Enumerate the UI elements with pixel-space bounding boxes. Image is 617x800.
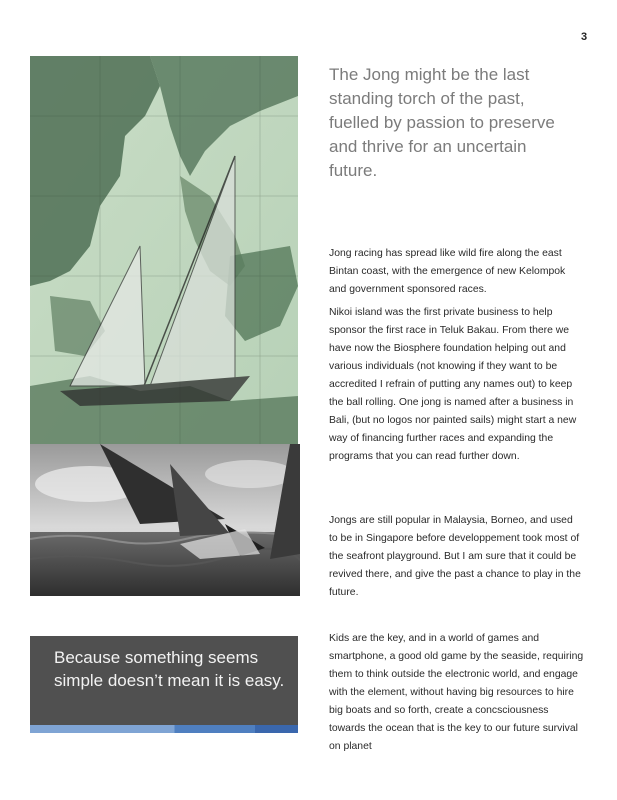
jong-sailboat-photo bbox=[30, 444, 300, 596]
page-number: 3 bbox=[581, 31, 588, 43]
paragraph-kids: Kids are the key, and in a world of games and smartphone, a good old game by the seaside, requiring them to think outside the electronic world, and engage with the element, without having big resources to hire big boats and so forth, create a concsciousness towards the ocean that is the key to our future survival on planet bbox=[329, 633, 584, 752]
paragraph-jong-racing: Jong racing has spread like wild fire along the east Bintan coast, with the emergence of new Kelompok and government sponsored races. bbox=[329, 248, 566, 295]
map-with-sailboat-image bbox=[30, 56, 298, 444]
pull-quote: The Jong might be the last standing torch of the past, fuelled by passion to preserve and thrive for an uncertain future. bbox=[329, 65, 555, 180]
callout-box bbox=[30, 636, 298, 733]
paragraph-sponsors: Nikoi island was the first private business to help sponsor the first race in Teluk Bakau. From there we have now the Biosphere foundation helping out and various individuals (not knowing if they want to be accredited I refrain of putting any names out) to keep the ball rolling. One jong is named after a business in Bali, (but no logos nor painted sails) might start a new way of financing further races and expanding the programs that you can read further down. bbox=[329, 307, 577, 462]
callout-accent-bar bbox=[30, 725, 298, 733]
paragraph-jongs-popularity: Jongs are still popular in Malaysia, Borneo, and used to be in Singapore before developpement took most of the seafront playground. But I am sure that it could be revived there, and give the past a chance to play in the future. bbox=[329, 515, 581, 598]
callout-text: Because something seems simple doesn’t mean it is easy. bbox=[54, 648, 285, 690]
